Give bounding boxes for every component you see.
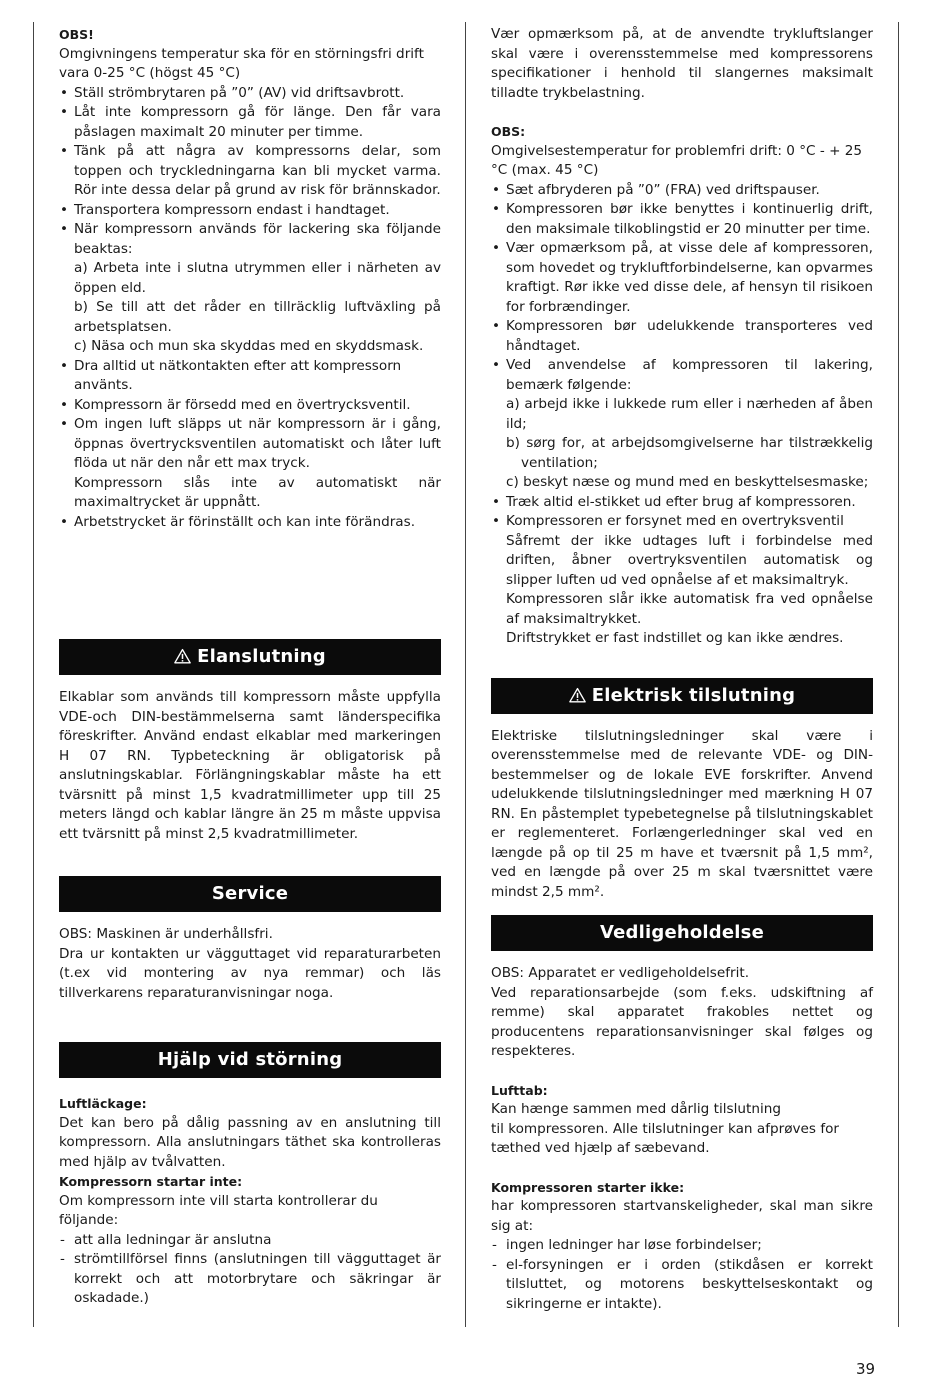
sub-item: b) Se till att det råder en tillräcklig luftväxling på arbetsplatsen.: [74, 299, 441, 335]
section-title: Vedligeholdelse: [599, 922, 764, 943]
section-title: Elektrisk tilslutning: [591, 684, 796, 706]
list-item: • Kompressorn är försedd med en övertrycksventil.: [59, 396, 441, 416]
obs-heading: OBS!: [59, 27, 94, 42]
maintenance-text: Ved reparationsarbejde (som f.eks. udskiftning af remme) skal apparatet frakobles nettet og producentens reparationsanvisninger skal følges og respekteres.: [491, 984, 873, 1059]
list-item: - ingen ledninger har løse forbindelser;: [491, 1236, 873, 1256]
auto-note: Kompressorn slås inte av automatiskt när maximaltrycket är uppnått.: [74, 474, 441, 510]
list-item: • Dra alltid ut nätkontakten efter att kompressorn använts.: [59, 357, 441, 396]
section-heading-elanslutning: [59, 639, 441, 675]
section-heading-service: [59, 876, 441, 912]
section-title: Elanslutning: [197, 646, 326, 667]
section-title: Service: [211, 883, 289, 904]
list-item: • Sæt afbryderen på ”0” (FRA) ved driftspauser.: [491, 181, 873, 201]
obs-text: Omgivelsestemperatur for problemfri drift: 0 °C - + 25 °C (max. 45 °C): [491, 142, 863, 178]
starter-ikke-text: har kompressoren startvanskeligheder, skal man sikre sig at:: [491, 1198, 873, 1234]
intro-text: Vær opmærksom på, at de anvendte trykluftslanger skal være i overensstemmelse med kompressorens specifikationer i henhold til slangernes maksimalt tilladte trykbelastning.: [491, 26, 873, 101]
service-text: Dra ur kontakten ur vägguttaget vid reparaturarbeten (t.ex vid montering av nya remmar) och läs tillverkarens reparaturanvisningar noga.: [59, 945, 441, 1001]
startar-inte-text: Om kompressorn inte vill starta kontrollerar du följande:: [59, 1192, 378, 1228]
list-item: • Om ingen luft släpps ut när kompressorn är i gång, öppnas övertrycksventilen automatiskt och låter luft flöda ut när den når ett max tryck.: [59, 415, 441, 474]
valve-text: Driftstrykket er fast indstillet og kan ikke ændres.: [506, 630, 844, 646]
valve-text: Såfremt der ikke udtages luft i forbindelse med driften, åbner overtryksventilen automatisk og slipper luften ud ved opnåelse af et maksimaltryk.: [506, 532, 873, 588]
service-text: OBS: Maskinen är underhållsfri.: [59, 926, 273, 942]
list-item: • Ved anvendelse af kompressoren til lakering, bemærk følgende:: [491, 356, 873, 395]
list-item: - att alla ledningar är anslutna: [59, 1231, 441, 1251]
list-item: • Transportera kompressorn endast i handtaget.: [59, 201, 441, 221]
maintenance-text: OBS: Apparatet er vedligeholdelsefrit.: [491, 965, 750, 981]
right-margin-rule: [898, 22, 899, 1327]
list-item: • Låt inte kompressorn gå för länge. Den får vara påslagen maximalt 20 minuter per timme.: [59, 103, 441, 142]
list-item: • Kompressoren bør ikke benyttes i kontinuerlig drift, den maksimale tilkoblingstid er 20 minutter per time.: [491, 200, 873, 239]
lufttab-text: til kompressoren. Alle tilslutninger kan afprøves for tæthed ved hjælp af sæbevand.: [491, 1120, 840, 1156]
sub-item: a) Arbeta inte i slutna utrymmen eller i närheten av öppen eld.: [74, 260, 441, 296]
obs-text: Omgivningens temperatur ska för en störningsfri drift vara 0-25 °C (högst 45 °C): [59, 45, 424, 81]
list-item: • När kompressorn används för lackering ska följande beaktas:: [59, 220, 441, 259]
column-divider-rule: [465, 22, 466, 1327]
warning-icon: [569, 687, 586, 703]
sub-item: c) beskyt næse og mund med en beskyttelsesmaske;: [506, 474, 869, 490]
section-heading-elektrisk: [491, 678, 873, 714]
list-item: • Tänk på att några av kompressorns delar, som toppen och tryckledningarna kan bli mycket varma. Rör inte dessa delar på grund av risk för brännskador.: [59, 142, 441, 201]
luftlackage-heading: Luftläckage:: [59, 1096, 147, 1111]
left-margin-rule: [33, 22, 34, 1327]
startar-inte-heading: Kompressorn startar inte:: [59, 1174, 243, 1189]
list-item: • Vær opmærksom på, at visse dele af kompressoren, som hovedet og trykluftforbindelserne, kan opvarmes kraftigt. Rør ikke ved disse dele, af hensyn til risikoen for forbrændinger.: [491, 239, 873, 317]
lufttab-text: Kan hænge sammen med dårlig tilslutning: [491, 1101, 781, 1117]
elektrisk-text: Elektriske tilslutningsledninger skal være i overensstemmelse med de relevante VDE- og DIN-bestemmelser og de lokale EVE forskrifter. Anvend udelukkende tilslutningsledninger med mærkning H 07 RN. En påstemplet typebetegnelse på tilslutningskablet er reglementeret. Forlængerledninger skal ved en længde på op til 25 m have et tværsnit på 1,5 mm², ved en længde på over 25 m skal tværsnittet være mindst 2,5 mm².: [491, 727, 873, 900]
list-item: • Arbetstrycket är förinställt och kan inte förändras.: [59, 513, 441, 533]
left-column: [59, 25, 441, 1309]
starter-ikke-heading: Kompressoren starter ikke:: [491, 1179, 685, 1195]
list-item: - el-forsyningen er i orden (stikdåsen er korrekt tilsluttet, og motorens beskyttelseskontakt og sikringerne er intakte).: [491, 1256, 873, 1315]
sub-item: a) arbejd ikke i lukkede rum eller i nærheden af åben ild;: [506, 396, 873, 432]
list-item: • Kompressoren er forsynet med en overtryksventil: [491, 512, 873, 532]
list-item: • Kompressoren bør udelukkende transporteres ved håndtaget.: [491, 317, 873, 356]
list-item: • Ställ strömbrytaren på ”0” (AV) vid driftsavbrott.: [59, 84, 441, 104]
elanslutning-text: Elkablar som används till kompressorn måste uppfylla VDE-och DIN-bestämmelserna samt länderspecifika föreskrifter. Använd endast elkablar med markeringen H 07 RN. Typbeteckning är obligatorisk på anslutningskablar. Förlängningskablar måste ha ett tvärsnitt på minst 1,5 kvadratmillimeter upp till 25 meters längd och kablar längre än 25 m måste uppvisa ett tvärsnitt på minst 2,5 kvadratmillimeter.: [59, 689, 441, 842]
page-number: 39: [856, 1360, 876, 1378]
valve-text: Kompressoren slår ikke automatisk fra ved opnåelse af maksimaltrykket.: [506, 591, 873, 627]
luftlackage-text: Det kan bero på dålig passning av en anslutning till kompressorn. Alla anslutningars täthet ska kontrolleras med hjälp av tvålvatten.: [59, 1114, 441, 1170]
warning-icon: [174, 648, 191, 664]
section-heading-vedligeholdelse: [491, 915, 873, 951]
obs-heading: OBS:: [491, 124, 526, 139]
list-item: • Træk altid el-stikket ud efter brug af kompressoren.: [491, 493, 873, 513]
sub-item: b) sørg for, at arbejdsomgivelserne har tilstrækkelig ventilation;: [506, 435, 873, 471]
section-heading-hjalp: [59, 1042, 441, 1078]
right-column: [491, 25, 873, 1314]
lufttab-heading: Lufttab:: [491, 1082, 548, 1098]
list-item: - strömtillförsel finns (anslutningen till vägguttaget är korrekt och att motorbrytare och säkringar är oskadade.): [59, 1250, 441, 1309]
sub-item: c) Näsa och mun ska skyddas med en skyddsmask.: [74, 338, 424, 354]
section-title: Hjälp vid störning: [157, 1049, 343, 1070]
